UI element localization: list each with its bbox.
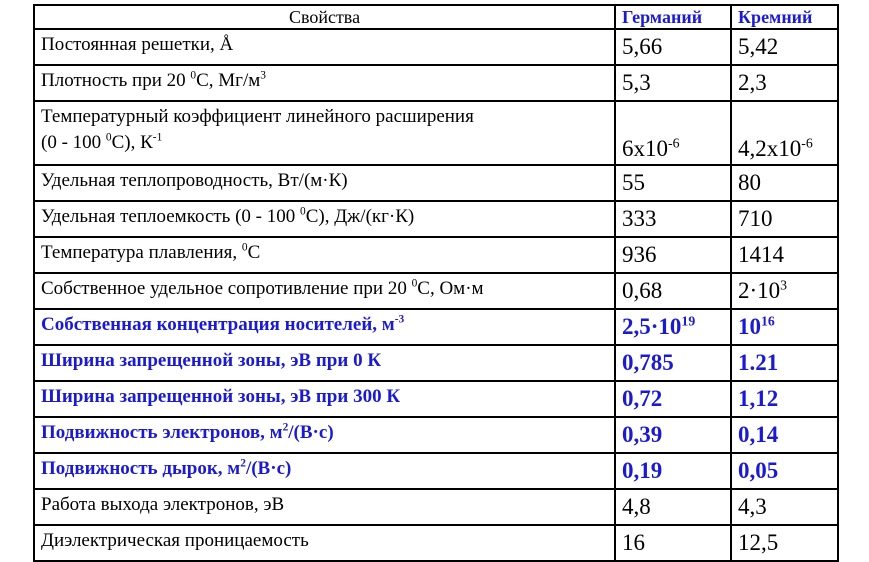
silicon-value: 1414 <box>731 237 838 273</box>
silicon-value: 0,14 <box>731 417 838 453</box>
row-label: Диэлектрическая проницаемость <box>34 525 615 561</box>
germanium-value: 5,3 <box>615 65 731 101</box>
header-properties: Свойства <box>34 5 615 29</box>
germanium-value: 936 <box>615 237 731 273</box>
table-row <box>34 237 838 273</box>
silicon-value: 1.21 <box>731 345 838 381</box>
header-row <box>34 5 838 29</box>
table-row <box>34 165 838 201</box>
row-label: Температурный коэффициент линейного расширения (0 - 100 $^0$С), $К^{-1}$ <box>34 101 615 165</box>
silicon-value: 4,3 <box>731 489 838 525</box>
row-label: Собственная концентрация носителей, $м^{-3}$ <box>34 309 615 345</box>
row-label: Плотность при 20 $^0$С, $Мг/м^3$ <box>34 65 615 101</box>
header-silicon: Кремний <box>731 5 838 29</box>
row-label: Удельная теплопроводность, Вт/(м·К) <box>34 165 615 201</box>
table-row <box>34 65 838 101</box>
table-row <box>34 453 838 489</box>
table-row <box>34 309 838 345</box>
germanium-value: 4,8 <box>615 489 731 525</box>
row-label: Работа выхода электронов, эВ <box>34 489 615 525</box>
table-row <box>34 489 838 525</box>
table-row <box>34 345 838 381</box>
silicon-value: $2\cdot 10^3$ <box>731 273 838 309</box>
germanium-value: 55 <box>615 165 731 201</box>
germanium-value: 0,19 <box>615 453 731 489</box>
germanium-value: 0,68 <box>615 273 731 309</box>
germanium-value: 0,72 <box>615 381 731 417</box>
table-row <box>34 273 838 309</box>
row-label: Ширина запрещенной зоны, эВ при 300 К <box>34 381 615 417</box>
table-row <box>34 29 838 65</box>
table-row <box>34 525 838 561</box>
table-row <box>34 381 838 417</box>
germanium-value: 5,66 <box>615 29 731 65</box>
silicon-value: 80 <box>731 165 838 201</box>
row-label: Удельная теплоемкость (0 - 100 $^0$С), Дж/(кг·К) <box>34 201 615 237</box>
silicon-value: 2,3 <box>731 65 838 101</box>
table-row <box>34 417 838 453</box>
row-label: Подвижность дырок, $м^2/(В\cdot с)$ <box>34 453 615 489</box>
silicon-value: 0,05 <box>731 453 838 489</box>
silicon-value: 5,42 <box>731 29 838 65</box>
germanium-value: 0,39 <box>615 417 731 453</box>
silicon-value: 1,12 <box>731 381 838 417</box>
row-label: Ширина запрещенной зоны, эВ при 0 К <box>34 345 615 381</box>
row-label: Температура плавления, $^0$С <box>34 237 615 273</box>
germanium-value: 333 <box>615 201 731 237</box>
germanium-value: $6x10^{-6}$ <box>615 101 731 165</box>
row-label: Собственное удельное сопротивление при 20 $^0$С, Ом·м <box>34 273 615 309</box>
table-row <box>34 201 838 237</box>
row-label: Постоянная решетки, Å <box>34 29 615 65</box>
silicon-value: 12,5 <box>731 525 838 561</box>
properties-table <box>33 4 839 562</box>
silicon-value: $10^{16}$ <box>731 309 838 345</box>
table-row <box>34 101 838 165</box>
germanium-value: 16 <box>615 525 731 561</box>
germanium-value: 0,785 <box>615 345 731 381</box>
germanium-value: $2,5\cdot 10^{19}$ <box>615 309 731 345</box>
row-label: Подвижность электронов, $м^2/(В\cdot с)$ <box>34 417 615 453</box>
silicon-value: 710 <box>731 201 838 237</box>
header-germanium: Германий <box>615 5 731 29</box>
silicon-value: $4,2x10^{-6}$ <box>731 101 838 165</box>
